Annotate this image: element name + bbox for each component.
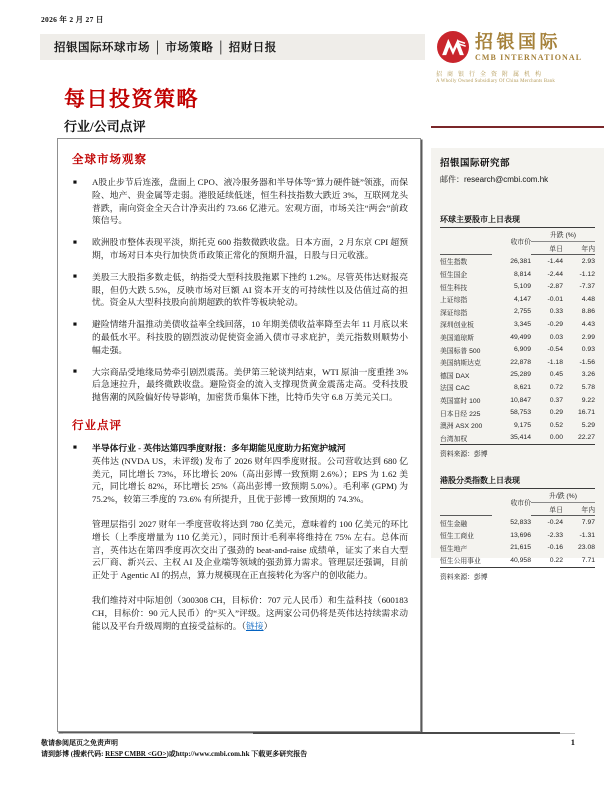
sector-row <box>440 554 595 567</box>
index-close: 58,753 <box>510 409 531 417</box>
industry-item-title: 半导体行业 - 英伟达第四季度财报：多年期能见度助力拓宽护城河 <box>92 442 346 453</box>
bullet-square-icon: ■ <box>73 368 77 376</box>
email-label: 邮件： <box>440 175 464 184</box>
industry-comment-item <box>72 442 408 632</box>
bullet-text: A股止步节后连涨，盘面上 CPO、液冷服务器和半导体等“算力硬件链”领涨，而保险、地产、贵金属等走弱。港股延续低迷，恒生科技指数大跌近 3%，互联网龙头普跌，南向资金全天合计净卖出约 73.66 亿港元。宏观方面，市场关注“两会”前政策信号。 <box>92 177 408 226</box>
sector-day-change: -0.16 <box>547 544 563 552</box>
index-name: 法国 CAC <box>440 385 470 393</box>
contact-email-line <box>440 174 595 185</box>
index-name: 恒生指数 <box>440 259 468 267</box>
sector-day-change: 0.22 <box>531 554 563 567</box>
blank-header <box>440 228 492 241</box>
hk-sector-table <box>440 489 595 568</box>
main-content-box <box>57 138 421 732</box>
index-day-change: -0.29 <box>547 320 563 328</box>
col-header-day: 单日 <box>531 241 563 255</box>
bullet-square-icon: ■ <box>73 320 77 328</box>
blank-header <box>440 489 492 502</box>
global-market-bullets <box>72 176 408 404</box>
index-close: 35,414 <box>492 432 531 445</box>
index-row <box>440 268 595 281</box>
index-close: 6,909 <box>513 346 531 354</box>
index-name: 美国道琼斯 <box>440 335 474 343</box>
sector-close: 52,833 <box>510 518 531 526</box>
cmb-logo <box>436 30 608 84</box>
index-row <box>440 381 595 394</box>
bullet-text: 大宗商品受地缘局势牵引剧烈震荡。美伊第三轮谈判结束，WTI 原油一度重挫 3%后急速拉升，最终微跌收盘。避险资金的流入支撑现货黄金震荡走高。受科技股抛售潮的风险偏好传导影响，加密货币集体下挫，比特币失守 6.8 万美元关口。 <box>92 366 408 403</box>
sector-close: 13,696 <box>510 531 531 539</box>
index-day-change: 0.29 <box>549 409 563 417</box>
sector-close: 21,615 <box>510 544 531 552</box>
index-close: 3,345 <box>513 320 531 328</box>
col-header-close: 收市价 <box>510 500 531 508</box>
cmb-logo-icon <box>436 30 470 64</box>
index-name: 日本日经 225 <box>440 410 481 418</box>
section-heading-industry: 行业点评 <box>72 419 122 432</box>
index-name: 台湾加权 <box>440 432 492 445</box>
index-name: 恒生科技 <box>440 284 468 292</box>
index-name: 深圳创业板 <box>440 322 474 330</box>
industry-paragraph: 英伟达 (NVDA US，未评级) 发布了 2026 财年四季度财报。公司营收达到 680 亿美元，同比增长 73%，环比增长 20%（高出彭博一致预期 2.6%）；EPS 为 1.62 美元，同比增长 82%，环比增长 25%（高出彭博一致预期 5.0%）。毛利率 (GPM) 为 75.2%，较第三季度的 73.6% 有所提升，且优于彭博一致预期的 74.3%。 <box>92 455 408 505</box>
index-row <box>440 369 595 382</box>
market-observation-bullet <box>72 318 408 356</box>
research-sidebar <box>431 148 604 581</box>
index-ytd-change: 22.27 <box>563 432 595 445</box>
index-close: 8,621 <box>513 383 531 391</box>
sector-name: 恒生地产 <box>440 545 468 553</box>
bullet-square-icon: ■ <box>73 444 77 452</box>
index-name: 澳洲 ASX 200 <box>440 423 483 431</box>
index-day-change: -1.44 <box>547 257 563 265</box>
col-header-change: 升跌 (%) <box>531 228 595 241</box>
sector-day-change: -0.24 <box>547 519 563 527</box>
industry-paragraph: 管理层指引 2027 财年一季度营收将达到 780 亿美元，意味着约 100 亿美元的环比增长（上季度增量为 110 亿美元），同时预计毛利率将维持在 75% 左右。总体而言，英伟达在第四季度再次交出了强劲的 beat-and-raise 成绩单，证实了来自大型云厂商、新兴云、主权 AI 及企业端等领域的强劲算力需求。管理层还强调，目前正处于 Agentic AI 的拐点，算力规模现在正直接转化为客户的创收能力。 <box>92 518 408 581</box>
index-row <box>440 255 595 268</box>
header-bar <box>40 34 425 60</box>
index-day-change: 0.03 <box>549 333 563 341</box>
footer-disclaimer: 敬请参阅尾页之免责声明 <box>41 739 118 747</box>
index-ytd-change: 4.48 <box>581 295 595 303</box>
index-day-change: 0.52 <box>549 421 563 429</box>
market-observation-bullet <box>72 176 408 227</box>
index-ytd-change: 8.86 <box>581 308 595 316</box>
footer-divider-dark-segment <box>253 732 560 734</box>
index-ytd-change: 2.99 <box>581 333 595 341</box>
index-name: 美国纳斯达克 <box>440 360 481 368</box>
logo-text <box>475 32 582 62</box>
index-day-change: 0.72 <box>549 383 563 391</box>
sector-ytd-change: -1.31 <box>579 531 596 539</box>
logo-cn-name: 招银国际 <box>475 32 561 52</box>
footer-text-pre: 请到彭博 (搜索代码: <box>41 750 106 758</box>
market-observation-bullet <box>72 271 408 309</box>
index-close: 8,814 <box>513 270 531 278</box>
index-day-change: 0.45 <box>549 371 563 379</box>
index-name: 德国 DAX <box>440 372 470 380</box>
sector-ytd-change: 23.08 <box>578 544 596 552</box>
index-ytd-change: -7.37 <box>579 283 595 291</box>
col-header-ytd: 年内 <box>563 502 595 516</box>
index-day-change: 0.37 <box>549 396 563 404</box>
sector-row <box>440 529 595 542</box>
sector-close: 40,958 <box>492 554 531 567</box>
sector-row <box>440 541 595 554</box>
table-source: 资料来源：彭博 <box>440 573 488 581</box>
index-day-change: -2.44 <box>547 270 563 278</box>
index-row <box>440 331 595 344</box>
index-day-change: -1.18 <box>547 358 563 366</box>
sidebar-top-rule <box>431 126 604 128</box>
bullet-square-icon: ■ <box>73 238 77 246</box>
col-header-change: 升/跌 (%) <box>531 489 595 502</box>
blank-header <box>440 241 492 255</box>
index-row <box>440 343 595 356</box>
index-name: 恒生国企 <box>440 272 468 280</box>
index-row <box>440 280 595 293</box>
bloomberg-code-link[interactable]: RESP CMBR <GO> <box>105 750 167 758</box>
index-ytd-change: -1.12 <box>579 270 595 278</box>
index-close: 4,147 <box>513 295 531 303</box>
index-close: 22,878 <box>510 358 531 366</box>
col-header-day: 单日 <box>531 502 563 516</box>
section-heading-global-markets: 全球市场观察 <box>72 154 147 166</box>
bullet-square-icon: ■ <box>73 178 77 186</box>
index-day-change: -0.54 <box>547 346 563 354</box>
page-title: 每日投资策略 <box>64 87 199 111</box>
index-row <box>440 406 595 419</box>
index-day-change: -2.87 <box>547 283 563 291</box>
index-close: 2,755 <box>513 308 531 316</box>
index-ytd-change: 16.71 <box>577 409 595 417</box>
hk-sector-table-title: 港股分类指数上日表现 <box>440 475 595 489</box>
sector-day-change: -2.33 <box>547 531 563 539</box>
logo-subtitle-cn: 招商银行全资附属机构 <box>436 72 547 78</box>
page-subtitle: 行业/公司点评 <box>64 119 146 134</box>
index-close: 9,175 <box>513 421 531 429</box>
index-row <box>440 293 595 306</box>
index-close: 26,381 <box>510 257 531 265</box>
index-ytd-change: 3.26 <box>581 371 595 379</box>
global-indices-table-title: 环球主要股市上日表现 <box>440 214 595 228</box>
report-date: 2026 年 2 月 27 日 <box>41 15 104 24</box>
index-ytd-change: 4.43 <box>581 320 595 328</box>
index-row <box>440 432 595 445</box>
index-row <box>440 306 595 319</box>
sector-name: 恒生公用事业 <box>440 554 492 567</box>
logo-subtitle-en: A Wholly Owned Subsidiary Of China Merchants Bank <box>436 79 556 84</box>
email-address[interactable]: research@cmbi.com.hk <box>464 175 549 184</box>
index-name: 深证综指 <box>440 309 468 317</box>
global-indices-table <box>440 228 595 445</box>
research-dept-title: 招银国际研究部 <box>440 159 511 169</box>
index-day-change: 0.33 <box>549 308 563 316</box>
index-row <box>440 394 595 407</box>
sector-ytd-change: 7.71 <box>563 554 595 567</box>
bullet-square-icon: ■ <box>73 273 77 281</box>
index-day-change: -0.01 <box>547 295 563 303</box>
sector-row <box>440 516 595 529</box>
market-observation-bullet <box>72 236 408 262</box>
index-ytd-change: 5.29 <box>581 421 595 429</box>
index-ytd-change: -1.56 <box>579 358 595 366</box>
blank-header <box>440 502 492 516</box>
sector-name: 恒生工商业 <box>440 533 474 541</box>
closing-paren: ） <box>263 620 273 631</box>
sector-name: 恒生金融 <box>440 520 468 528</box>
index-day-change: 0.00 <box>531 432 563 445</box>
index-name: 美国标普 500 <box>440 347 481 355</box>
index-row <box>440 318 595 331</box>
index-close: 25,289 <box>510 371 531 379</box>
index-close: 5,109 <box>513 283 531 291</box>
breadcrumb: 招银国际环球市场 │ 市场策略 │ 招财日报 <box>54 42 277 54</box>
bullet-text: 美股三大股指多数走低，纳指受大型科技股拖累下挫约 1.2%。尽管英伟达财报亮眼，但仍大跌 5.5%，反映市场对巨额 AI 资本开支的可持续性以及估值过高的担忧。资金从大型科技股向前期超跌的软件等板块轮动。 <box>92 271 408 308</box>
sector-ytd-change: 7.97 <box>581 519 596 527</box>
index-row <box>440 356 595 369</box>
logo-en-name: CMB INTERNATIONAL <box>475 53 583 62</box>
index-ytd-change: 0.93 <box>581 346 595 354</box>
table-source: 资料来源：彭博 <box>440 451 488 459</box>
col-header-close: 收市价 <box>510 239 531 247</box>
index-ytd-change: 9.22 <box>581 396 595 404</box>
index-name: 上证综指 <box>440 297 468 305</box>
page-number: 1 <box>570 737 575 747</box>
footer-text-post[interactable]: )或http://www.cmbi.com.hk 下载更多研究报告 <box>166 750 308 758</box>
index-close: 49,499 <box>510 333 531 341</box>
index-row <box>440 419 595 432</box>
footer-download-line <box>41 749 307 759</box>
index-ytd-change: 2.93 <box>581 257 595 265</box>
industry-paragraph-with-link <box>92 594 408 632</box>
report-link[interactable]: 链接 <box>245 620 264 631</box>
bullet-text: 避险情绪升温推动美债收益率全线回落，10 年期美债收益率降至去年 11 月底以来的最低水平。科技股的剧烈波动促使资金涌入债市寻求庇护，美元指数则顺势小幅走强。 <box>92 319 408 355</box>
bullet-text: 欧洲股市整体表现平淡，斯托克 600 指数微跌收盘。日本方面，2 月东京 CPI 超预期，市场对日本央行加快货币政策正常化的预期升温，日股与日元收涨。 <box>92 237 408 260</box>
industry-paragraph-text: 我们维持对中际旭创（300308 CH，目标价：707 元人民币）和生益科技（600183 CH，目标价：90 元人民币）的“买入”评级。这两家公司仍将是英伟达持续需求动能以及平台升级周期的直接受益标的。（ <box>92 594 408 631</box>
col-header-ytd: 年内 <box>563 241 595 255</box>
market-observation-bullet <box>72 366 408 404</box>
index-close: 10,847 <box>510 396 531 404</box>
index-ytd-change: 5.78 <box>581 383 595 391</box>
index-name: 英国富时 100 <box>440 398 481 406</box>
